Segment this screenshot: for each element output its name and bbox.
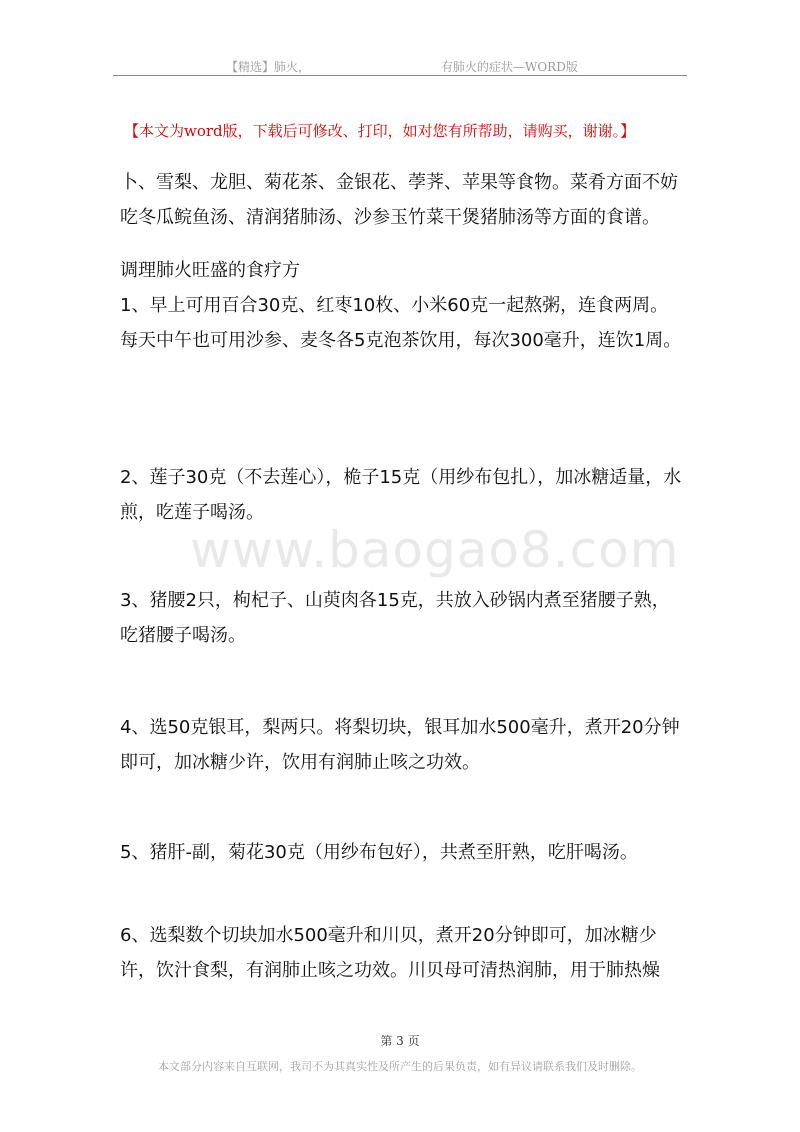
- page-number: 第 3 页: [380, 1034, 420, 1048]
- header-title-right: 有肺火的症状—WORD版: [441, 60, 578, 74]
- paragraph: 卜、雪梨、龙胆、菊花茶、金银花、荸荠、苹果等食物。菜肴方面不妨吃冬瓜鲩鱼汤、清润猪肺汤、沙参玉竹菜干煲猪肺汤等方面的食谱。: [120, 172, 678, 228]
- paragraph: 2、莲子30克（不去莲心），桅子15克（用纱布包扎），加冰糖适量，水煎，吃莲子喝汤。: [120, 467, 682, 523]
- header-divider: [113, 75, 687, 76]
- paragraph: 1、早上可用百合30克、红枣10枚、小米60克一起熬粥，连食两周。每天中午也可用沙参、麦冬各5克泡茶饮用，每次300毫升，连饮1周。: [120, 295, 682, 351]
- header-title-left: 【精选】肺火，: [226, 60, 311, 74]
- section-heading: 调理肺火旺盛的食疗方: [120, 260, 300, 281]
- watermark: www.baogao8.com: [190, 521, 680, 579]
- download-notice: 【本文为word版，下载后可修改、打印，如对您有所帮助，请购买，谢谢。】: [124, 122, 636, 140]
- paragraph: 5、猪肝-副，菊花30克（用纱布包好），共煮至肝熟，吃肝喝汤。: [120, 842, 638, 863]
- paragraph: 3、猪腰2只，枸杞子、山萸肉各15克，共放入砂锅内煮至猪腰子熟，吃猪腰子喝汤。: [120, 590, 670, 646]
- paragraph: 6、选梨数个切块加水500毫升和川贝，煮开20分钟即可，加冰糖少许，饮汁食梨，有润肺止咳之功效。川贝母可清热润肺，用于肺热燥: [120, 925, 660, 981]
- paragraph: 4、选50克银耳，梨两只。将梨切块，银耳加水500毫升，煮开20分钟即可，加冰糖少许，饮用有润肺止咳之功效。: [120, 717, 680, 773]
- footer-disclaimer: 本文部分内容来自互联网，我司不为其真实性及所产生的后果负责，如有异议请联系我们及时删除。: [158, 1060, 642, 1073]
